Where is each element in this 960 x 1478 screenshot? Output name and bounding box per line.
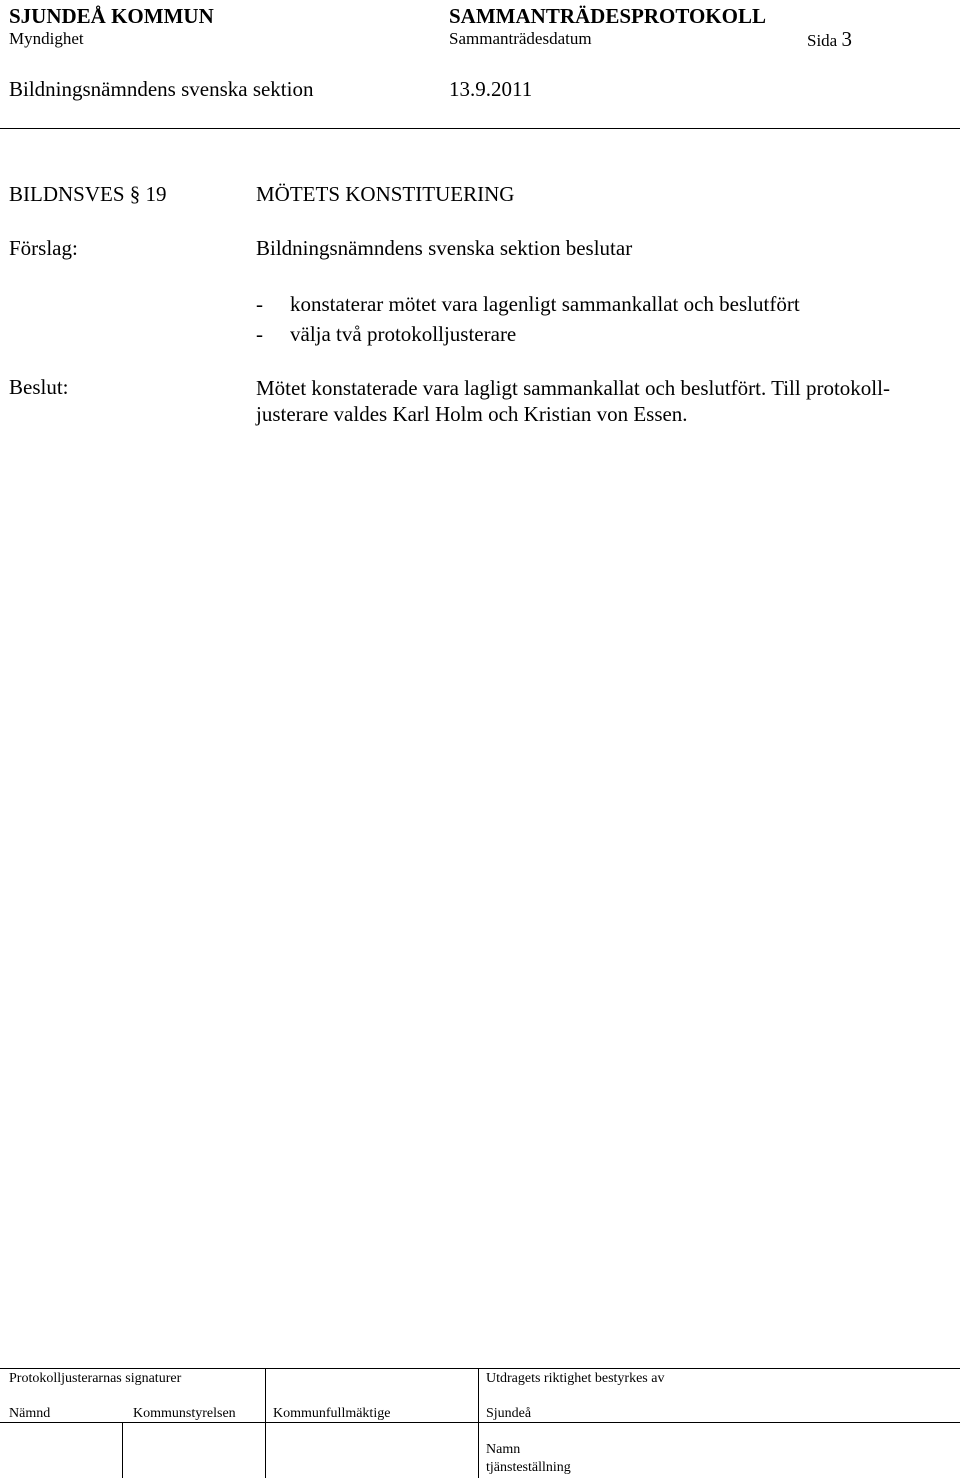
body-name: Bildningsnämndens svenska sektion xyxy=(9,77,314,101)
name-label: Namn xyxy=(486,1442,521,1457)
meeting-date: 13.9.2011 xyxy=(449,77,533,101)
column-namnd: Nämnd xyxy=(9,1406,51,1421)
list-item-text: välja två protokolljusterare xyxy=(290,322,517,346)
decision-text: Mötet konstaterade vara lagligt sammankallat och beslutfört. Till protokoll-justerare valdes Karl Holm och Kristian von Essen. xyxy=(256,376,890,426)
page-number xyxy=(807,27,852,52)
column-kommunfullmaktige: Kommunfullmäktige xyxy=(273,1406,391,1421)
place-label: Sjundeå xyxy=(486,1406,532,1421)
section-id: BILDNSVES § 19 xyxy=(9,182,167,206)
certified-by-label: Utdragets riktighet bestyrkes av xyxy=(486,1371,665,1386)
organization-name: SJUNDEÅ KOMMUN xyxy=(9,4,214,28)
list-item-text: konstaterar mötet vara lagenligt sammankallat och beslutfört xyxy=(290,292,800,316)
section-title: MÖTETS KONSTITUERING xyxy=(256,182,515,206)
position-label: tjänsteställning xyxy=(486,1460,571,1475)
page-number-value: 3 xyxy=(841,27,852,51)
footer-top-rule xyxy=(0,1368,960,1369)
list-item xyxy=(256,322,516,347)
list-dash: - xyxy=(256,322,263,346)
footer-column-divider xyxy=(478,1368,479,1478)
proposal-intro: Bildningsnämndens svenska sektion beslutar xyxy=(256,236,633,260)
proposal-label: Förslag: xyxy=(9,236,78,260)
page-label: Sida xyxy=(807,31,838,50)
footer-column-divider xyxy=(265,1368,266,1478)
signatures-label: Protokolljusterarnas signaturer xyxy=(9,1371,182,1386)
column-kommunstyrelsen: Kommunstyrelsen xyxy=(133,1406,236,1421)
document-type: SAMMANTRÄDESPROTOKOLL xyxy=(449,4,766,28)
footer-middle-rule xyxy=(0,1422,960,1423)
authority-label: Myndighet xyxy=(9,29,84,48)
list-dash: - xyxy=(256,292,263,316)
meeting-date-label: Sammanträdesdatum xyxy=(449,29,592,48)
decision-label: Beslut: xyxy=(9,375,69,399)
list-item xyxy=(256,292,800,317)
header-divider xyxy=(0,128,960,129)
footer-column-divider xyxy=(122,1422,123,1478)
